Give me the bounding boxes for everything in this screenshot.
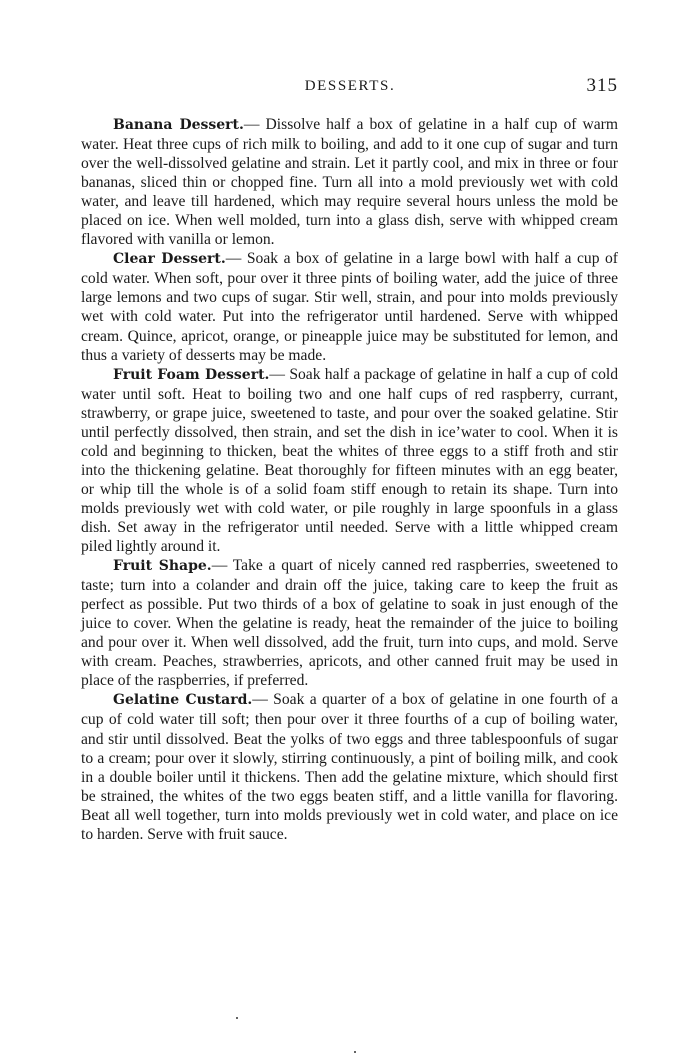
running-head (80, 75, 620, 102)
recipe-body: — Soak a quarter of a box of gelatine in one fourth of a cup of cold water till soft; then pour over it three fourths of a cup of boiling water, and stir until dissolved. Beat the yolks of two eggs and three tablespoonfuls of sugar to a cream; pour over it slowly, stirring continuously, a pint of boiling milk, and cook in a double boiler until it thickens. Then add the gelatine mixture, which should first be strained, the whites of the two eggs beaten stiff, and a little vanilla for flavoring. Beat all well together, turn into molds previously wet in cold water, and place on ice to harden. Serve with fruit sauce. (81, 691, 618, 843)
recipe-text-block (81, 115, 618, 844)
recipe-body: — Soak a box of gelatine in a large bowl with half a cup of cold water. When soft, pour over it three pints of boiling water, add the juice of three large lemons and two cups of sugar. Stir well, strain, and pour into molds previously wet with cold water. Put into the refrigerator until hardened. Serve with whipped cream. Quince, apricot, orange, or pineapple juice may be substituted for lemon, and thus a variety of desserts may be made. (81, 250, 618, 364)
print-speck (354, 1051, 356, 1053)
page-number: 315 (586, 75, 618, 96)
recipe-title: Gelatine Custard. (113, 692, 253, 709)
recipe-paragraph-clear-dessert (81, 249, 618, 364)
recipe-paragraph-banana-dessert (81, 115, 618, 249)
recipe-body: — Soak half a package of gelatine in half a cup of cold water until soft. Heat to boiling two and one half cups of red raspberry, currant, strawberry, or grape juice, sweetened to taste, and pour over the soaked gelatine. Stir until perfectly dissolved, then strain, and set the dish in ice’water to cool. When it is cold and beginning to thicken, beat the whites of three eggs to a stiff froth and stir into the thickening gelatine. Beat thoroughly for fifteen minutes with an egg beater, or whip till the whole is of a solid foam stiff enough to retain its shape. Turn into molds previously wet with cold water, or pile roughly in large spoonfuls in a glass dish. Set away in the refrigerator until needed. Serve with a little whipped cream piled lightly around it. (81, 365, 618, 556)
section-title: DESSERTS. (304, 78, 396, 94)
recipe-body: — Dissolve half a box of gelatine in a half cup of warm water. Heat three cups of rich milk to boiling, and add to it one cup of sugar and turn over the well-dissolved gelatine and strain. Let it partly cool, and mix in three or four bananas, sliced thin or chopped fine. Turn all into a mold previously wet with cold water, and leave till hardened, which may require several hours unless the mold be placed on ice. When well molded, turn into a glass dish, serve with whipped cream flavored with vanilla or lemon. (81, 116, 618, 249)
recipe-title: Clear Dessert. (113, 251, 226, 268)
recipe-title: Fruit Shape. (113, 558, 212, 575)
recipe-body: — Take a quart of nicely canned red raspberries, sweetened to taste; turn into a colander and drain off the juice, taking care to keep the fruit as perfect as possible. Put two thirds of a box of gelatine to soak in just enough of the juice to cover. When the gelatine is ready, heat the remainder of the juice to boiling and pour over it. When well dissolved, add the fruit, turn into cups, and mold. Serve with cream. Peaches, strawberries, apricots, and other canned fruit may be used in place of the raspberries, if preferred. (81, 557, 618, 690)
recipe-paragraph-fruit-foam-dessert (81, 365, 618, 556)
recipe-paragraph-fruit-shape (81, 556, 618, 690)
print-speck (236, 1017, 238, 1019)
recipe-title: Fruit Foam Dessert. (113, 366, 270, 383)
recipe-title: Banana Dessert. (113, 117, 244, 133)
recipe-paragraph-gelatine-custard (81, 690, 618, 843)
